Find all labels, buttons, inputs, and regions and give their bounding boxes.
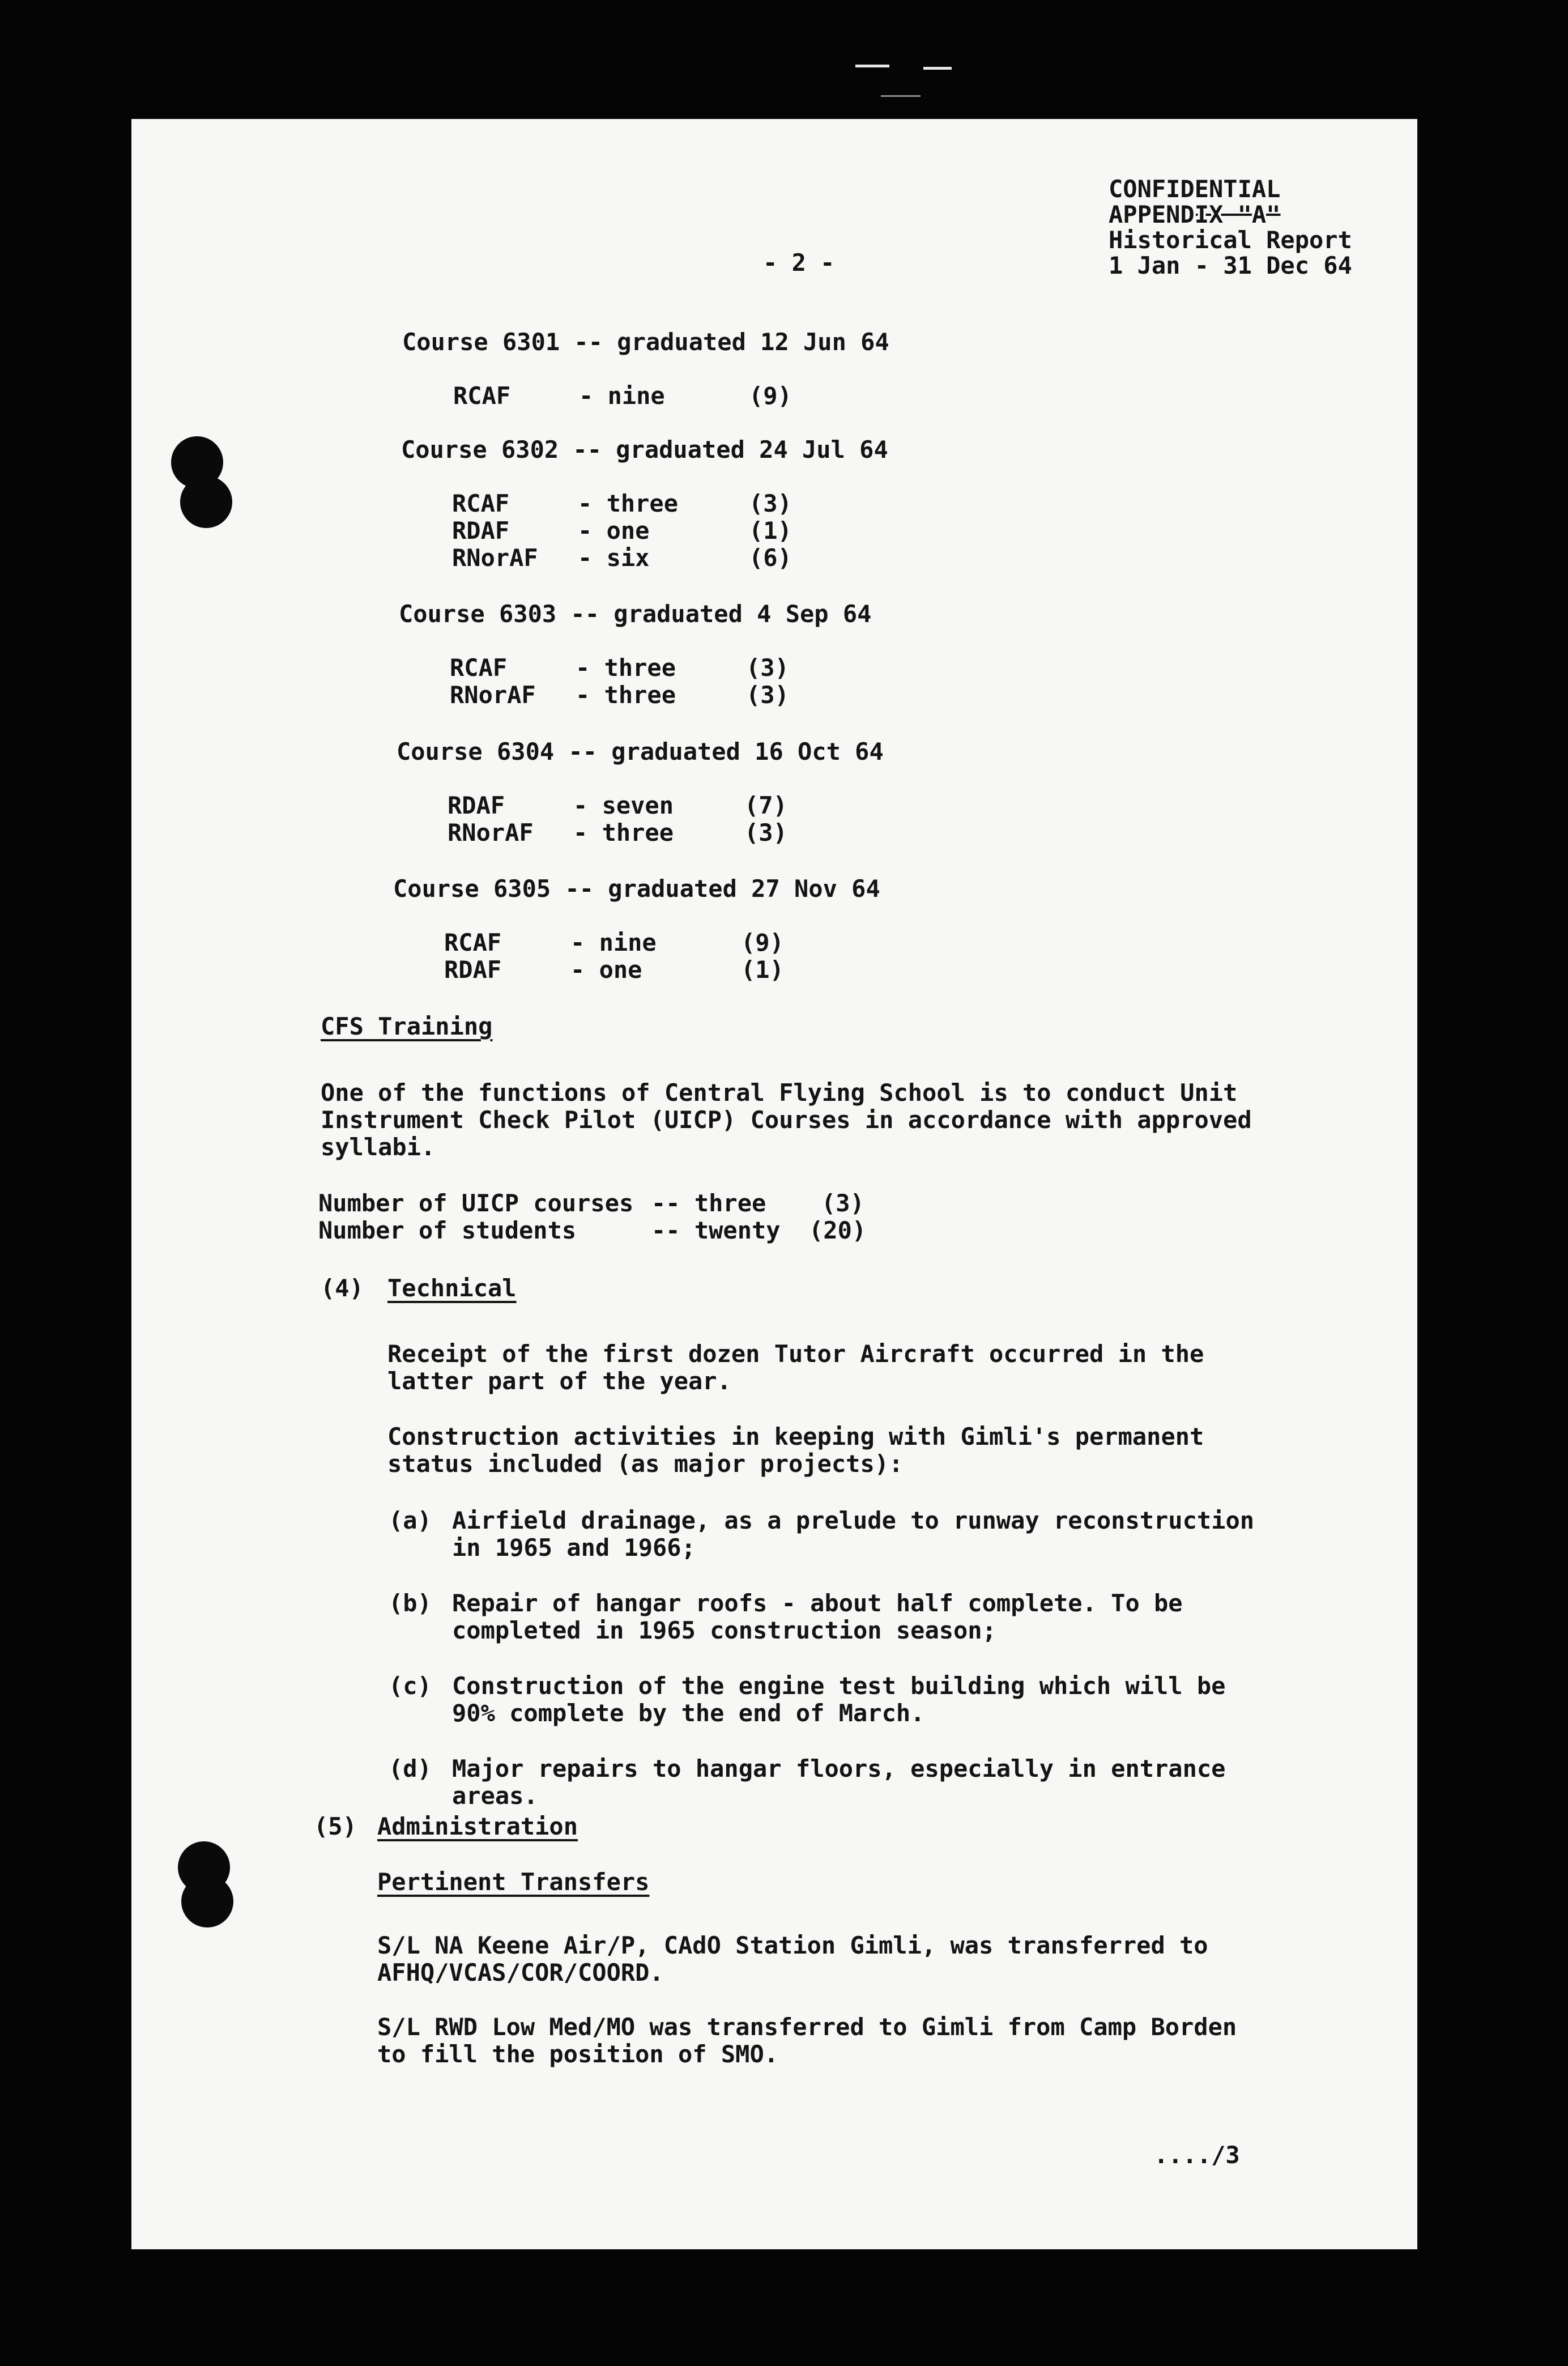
course-force: RCAF <box>444 929 502 956</box>
stat-value-word: -- three <box>651 1189 766 1217</box>
course-count-word: - three <box>576 654 676 682</box>
paragraph-line: S/L RWD Low Med/MO was transferred to Gimli from Camp Borden <box>377 2013 1237 2041</box>
classification-label: CONFIDENTIAL <box>1109 175 1281 203</box>
course-count-word: - three <box>578 490 679 517</box>
stat-value: (3) <box>821 1189 864 1217</box>
course-heading: Course 6305 -- graduated 27 Nov 64 <box>393 875 880 903</box>
course-count-word: - six <box>578 544 650 572</box>
course-force: RCAF <box>453 382 511 410</box>
course-count: (3) <box>749 490 792 517</box>
list-item-letter: (a) <box>389 1507 432 1534</box>
course-count: (3) <box>744 819 787 846</box>
course-force: RNorAF <box>448 819 534 846</box>
course-count: (3) <box>746 681 789 709</box>
report-title: Historical Report <box>1109 226 1352 254</box>
film-scratch <box>855 65 889 67</box>
stat-label: Number of students <box>318 1216 577 1244</box>
section-number: (4) <box>321 1274 364 1302</box>
course-count: (9) <box>741 929 784 956</box>
report-period: 1 Jan - 31 Dec 64 <box>1109 252 1352 279</box>
document-page <box>131 119 1417 2249</box>
paragraph-line: latter part of the year. <box>387 1367 731 1395</box>
paragraph-line: status included (as major projects): <box>387 1450 904 1478</box>
list-item-line: completed in 1965 construction season; <box>452 1616 996 1644</box>
course-force: RNorAF <box>450 681 536 709</box>
list-item-letter: (b) <box>389 1589 432 1617</box>
subsection-heading: Pertinent Transfers <box>377 1868 650 1896</box>
course-count: (6) <box>749 544 792 572</box>
course-count-word: - nine <box>570 929 657 956</box>
course-force: RNorAF <box>452 544 538 572</box>
stat-label: Number of UICP courses <box>318 1189 634 1217</box>
course-heading: Course 6304 -- graduated 16 Oct 64 <box>397 738 884 765</box>
course-count: (1) <box>749 517 792 544</box>
paragraph-line: Instrument Check Pilot (UICP) Courses in accordance with approved <box>321 1106 1252 1134</box>
course-force: RDAF <box>452 517 510 544</box>
section-heading-cfs: CFS Training <box>321 1012 493 1040</box>
paragraph-line: to fill the position of SMO. <box>377 2040 779 2068</box>
course-count: (3) <box>746 654 789 682</box>
course-heading: Course 6301 -- graduated 12 Jun 64 <box>402 328 889 356</box>
paragraph-line: syllabi. <box>321 1133 436 1161</box>
course-count-word: - one <box>578 517 650 544</box>
course-count-word: - seven <box>573 791 674 819</box>
course-count-word: - three <box>573 819 674 846</box>
stat-value: (20) <box>809 1216 867 1244</box>
list-item-line: Construction of the engine test building which will be <box>452 1672 1226 1700</box>
punch-hole <box>180 476 232 528</box>
list-item-line: areas. <box>452 1782 538 1810</box>
film-scratch <box>881 95 921 97</box>
list-item-line: in 1965 and 1966; <box>452 1534 696 1561</box>
section-heading-technical: Technical <box>387 1274 517 1302</box>
list-item-line: 90% complete by the end of March. <box>452 1699 925 1727</box>
course-force: RDAF <box>444 956 502 984</box>
list-item-letter: (d) <box>389 1755 432 1782</box>
paragraph-line: Receipt of the first dozen Tutor Aircraft occurred in the <box>387 1340 1204 1368</box>
punch-hole <box>181 1875 233 1927</box>
course-count-word: - one <box>570 956 642 984</box>
course-force: RCAF <box>450 654 508 682</box>
list-item-line: Airfield drainage, as a prelude to runway reconstruction <box>452 1507 1255 1534</box>
course-count-word: - three <box>576 681 676 709</box>
course-count-word: - nine <box>579 382 665 410</box>
course-heading: Course 6302 -- graduated 24 Jul 64 <box>401 436 888 463</box>
course-heading: Course 6303 -- graduated 4 Sep 64 <box>399 600 872 628</box>
paragraph-line: Construction activities in keeping with Gimli's permanent <box>387 1423 1204 1450</box>
course-force: RCAF <box>452 490 510 517</box>
stat-value-word: -- twenty <box>651 1216 781 1244</box>
appendix-label: APPENDIX "A" <box>1109 201 1281 228</box>
course-count: (9) <box>749 382 792 410</box>
course-count: (1) <box>741 956 784 984</box>
list-item-line: Major repairs to hangar floors, especially in entrance <box>452 1755 1226 1782</box>
course-count: (7) <box>744 791 787 819</box>
continued-marker: ..../3 <box>1154 2141 1240 2169</box>
list-item-letter: (c) <box>389 1672 432 1700</box>
page-number: - 2 - <box>763 249 835 276</box>
section-number: (5) <box>314 1812 357 1840</box>
paragraph-line: S/L NA Keene Air/P, CAdO Station Gimli, was transferred to <box>377 1931 1208 1959</box>
course-force: RDAF <box>448 791 505 819</box>
paragraph-line: AFHQ/VCAS/COR/COORD. <box>377 1959 664 1986</box>
section-heading-administration: Administration <box>377 1812 578 1840</box>
list-item-line: Repair of hangar roofs - about half complete. To be <box>452 1589 1183 1617</box>
film-scratch <box>923 67 952 70</box>
paragraph-line: One of the functions of Central Flying School is to conduct Unit <box>321 1079 1238 1107</box>
